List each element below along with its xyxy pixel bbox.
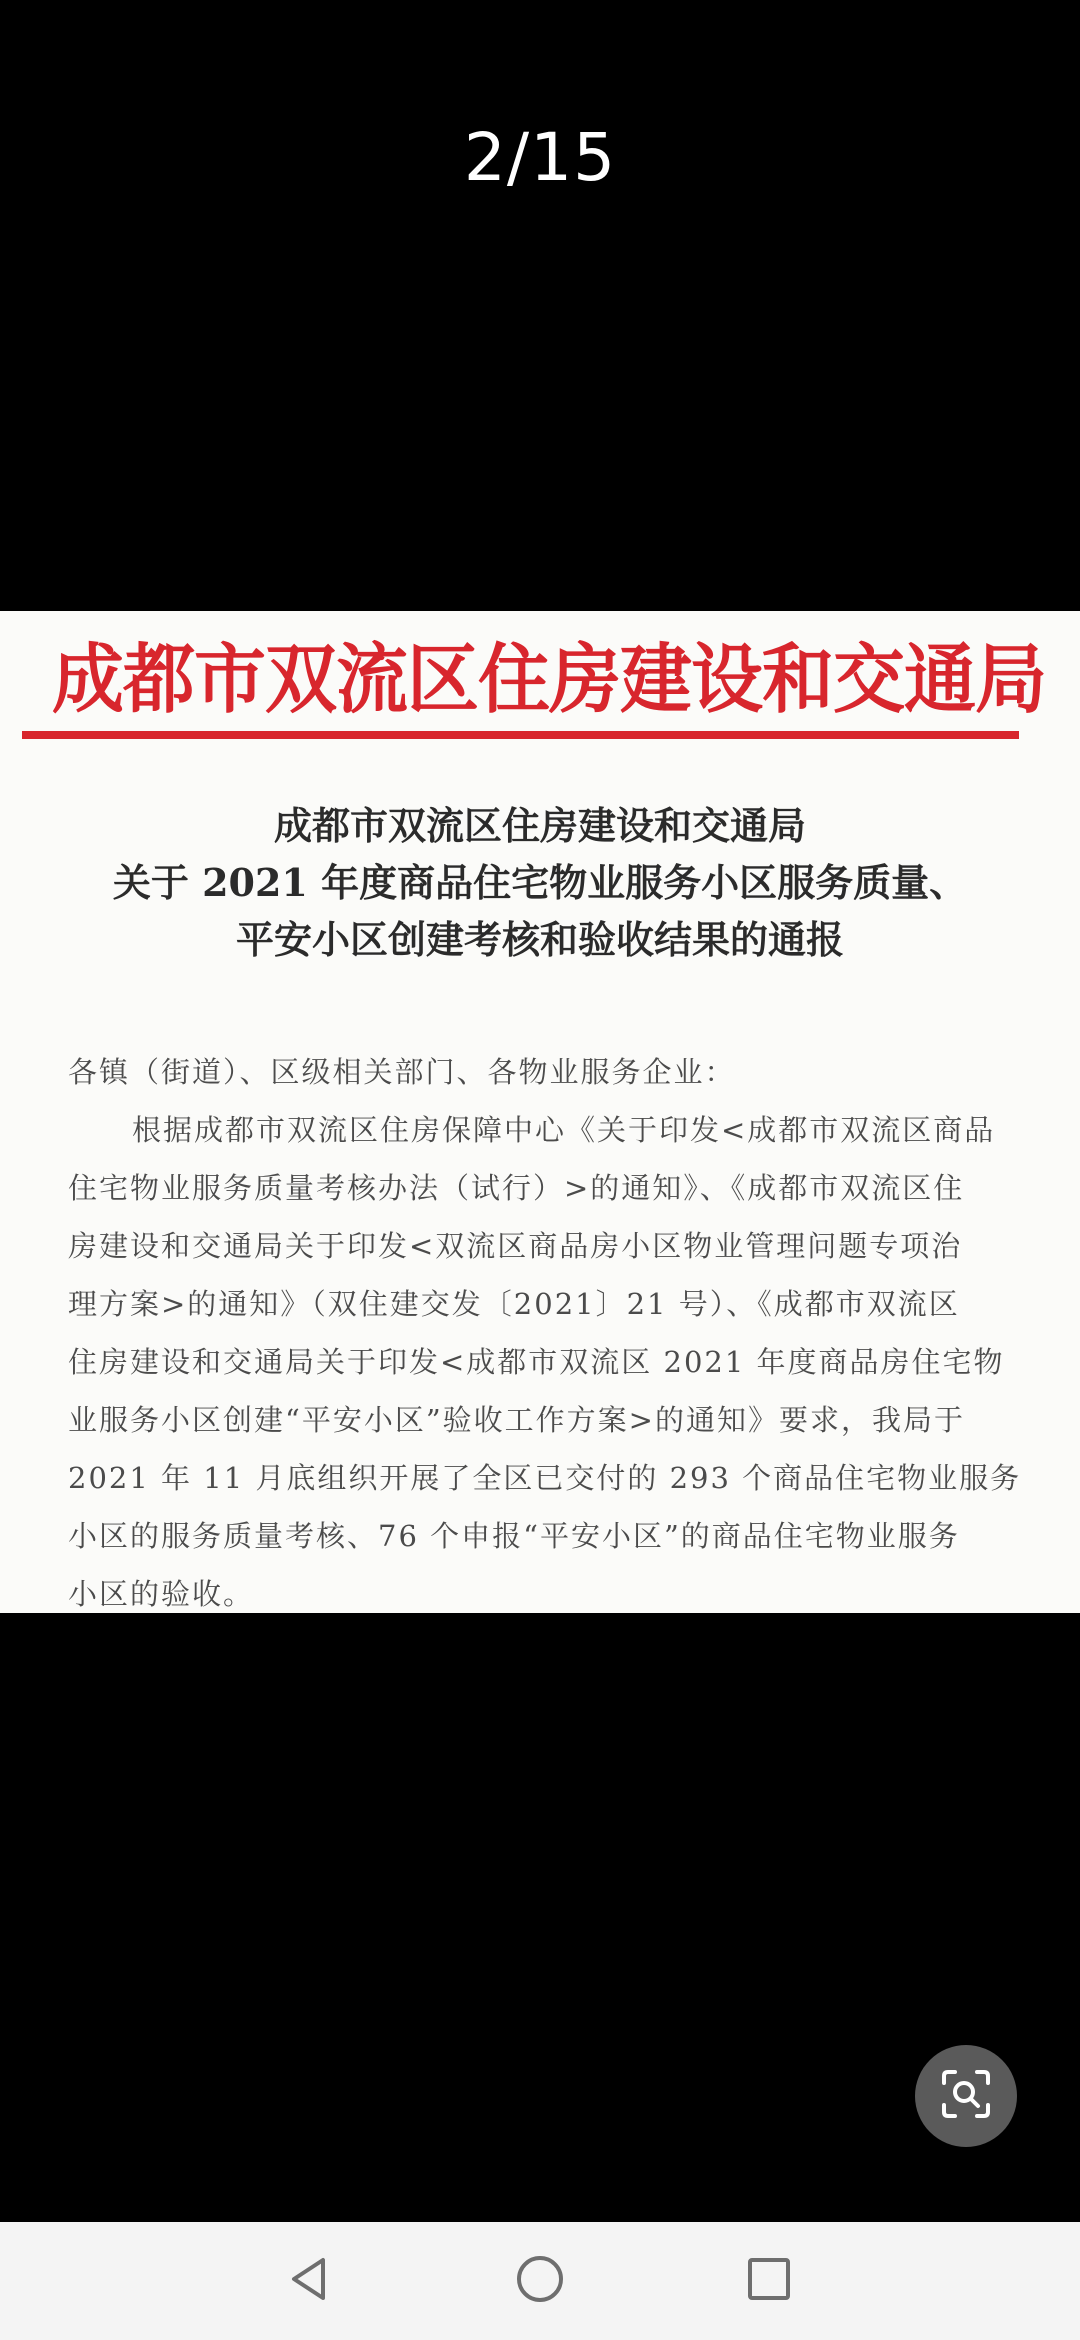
image-search-icon [940, 2068, 992, 2124]
body-line: 小区的服务质量考核、76 个申报“平安小区”的商品住宅物业服务 [68, 1519, 960, 1553]
body-line: 房建设和交通局关于印发<双流区商品房小区物业管理问题专项治 [68, 1229, 963, 1263]
body-line: 住宅物业服务质量考核办法（试行）>的通知》、《成都市双流区住 [68, 1171, 965, 1205]
page-counter: 2/15 [463, 119, 617, 196]
notice-title-line: 关于 2021 年度商品住宅物业服务小区服务质量、 [112, 860, 968, 905]
body-line: 理方案>的通知》（双住建交发〔2021〕21 号）、《成都市双流区 [68, 1287, 960, 1321]
system-navigation-bar [0, 2222, 1080, 2340]
salutation-line: 各镇（街道）、区级相关部门、各物业服务企业： [68, 1055, 736, 1089]
body-line: 根据成都市双流区住房保障中心《关于印发<成都市双流区商品 [132, 1113, 996, 1147]
notice-title-line: 平安小区创建考核和验收结果的通报 [235, 917, 844, 962]
nav-recents-icon [744, 2254, 794, 2308]
nav-back-icon [285, 2254, 335, 2308]
nav-back-button[interactable] [250, 2222, 370, 2340]
nav-home-button[interactable] [480, 2222, 600, 2340]
body-line: 2021 年 11 月底组织开展了全区已交付的 293 个商品住宅物业服务 [68, 1461, 1022, 1495]
notice-title-line: 成都市双流区住房建设和交通局 [273, 803, 806, 848]
body-line: 小区的验收。 [68, 1577, 255, 1611]
nav-recents-button[interactable] [709, 2222, 829, 2340]
image-search-button[interactable] [915, 2045, 1017, 2147]
nav-home-icon [515, 2254, 565, 2308]
body-line: 住房建设和交通局关于印发<成都市双流区 2021 年度商品房住宅物 [68, 1345, 1005, 1379]
letterhead-rule [22, 731, 1019, 739]
notice-title [40, 797, 1040, 968]
letterhead: 成都市双流区住房建设和交通局 [52, 634, 1047, 724]
body-line: 业服务小区创建“平安小区”验收工作方案>的通知》要求，我局于 [68, 1403, 965, 1437]
document-image[interactable] [0, 611, 1080, 1613]
notice-body [68, 1043, 1022, 1613]
